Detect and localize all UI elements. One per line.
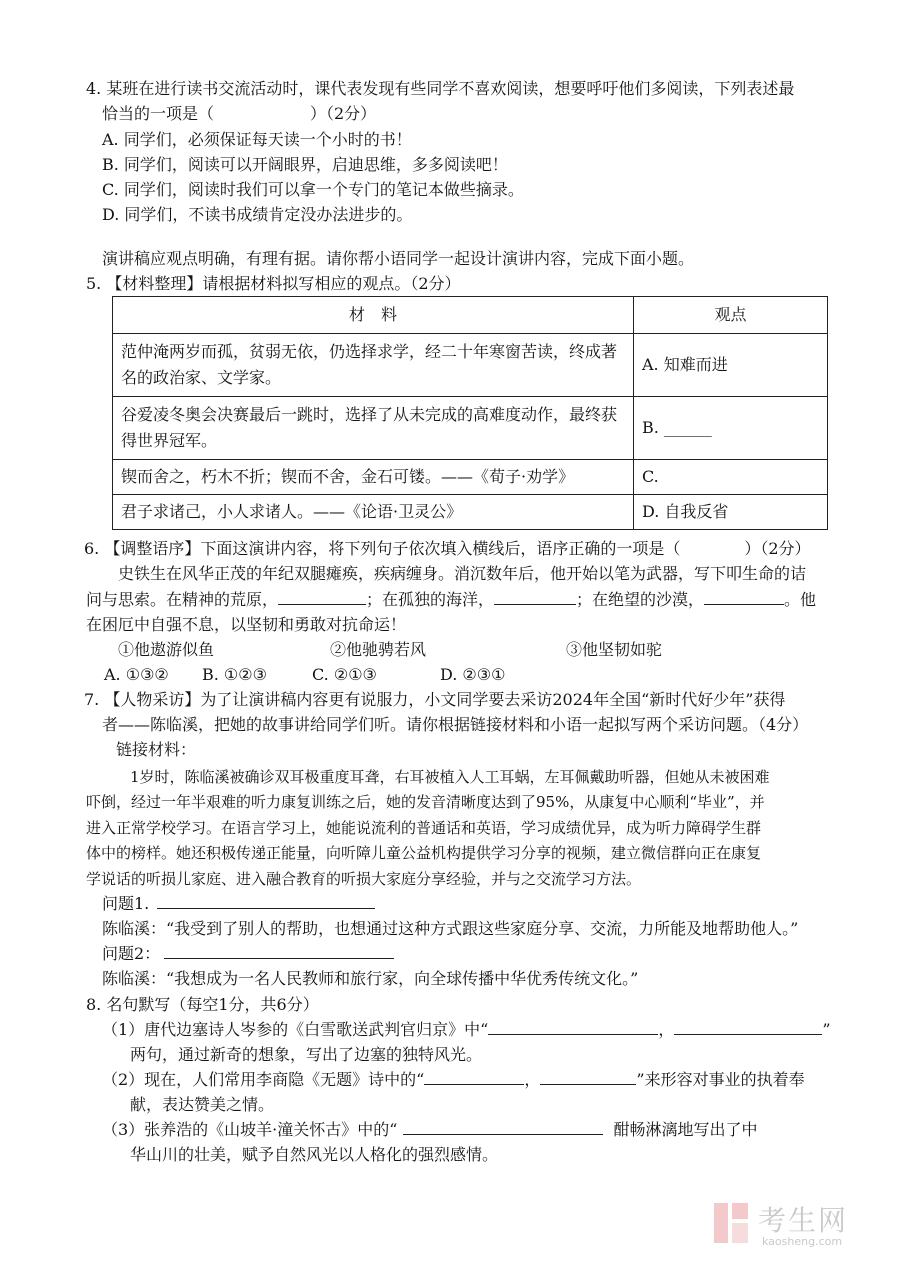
q8-part1-line2: 两句，通过新奇的想象，写出了边塞的独特风光。 — [130, 1045, 483, 1064]
q7-question-1 — [102, 893, 375, 915]
q7-question-2 — [102, 943, 394, 965]
q8-part1-blank-1 — [488, 1020, 658, 1035]
kaosheng-logo-icon — [712, 1201, 752, 1245]
material-table — [112, 296, 828, 530]
q7-link-line: 1岁时，陈临溪被确诊双耳极重度耳聋，右耳被植入人工耳蜗，左耳佩戴助听器，但她从未被困难 — [130, 768, 770, 786]
q8-part2-text: （2）现在，人们常用李商隐《无题》诗中的“ — [102, 1070, 425, 1089]
table-row — [113, 397, 828, 460]
q6-sentence-3: ③他坚韧如驼 — [566, 640, 663, 659]
q6-choice-c: C. ②①③ — [312, 665, 377, 684]
section-intro: 演讲稿应观点明确，有理有据。请你帮小语同学一起设计演讲内容，完成下面小题。 — [102, 249, 695, 268]
q7-answer-2: 陈临溪：“我想成为一名人民教师和旅行家，向全球传播中华优秀传统文化。” — [102, 969, 639, 988]
material-header: 材 料 — [113, 297, 634, 334]
q4-option-a: A. 同学们，必须保证每天读一个小时的书！ — [102, 130, 412, 149]
q8-part3-blank — [403, 1120, 603, 1135]
watermark-name: 考生网 — [758, 1204, 849, 1237]
q4-stem-line2: 恰当的一项是（ ）（2分） — [102, 104, 377, 123]
view-cell: D. 自我反省 — [634, 495, 828, 530]
q6-passage-line2 — [86, 589, 816, 611]
q8-part2-blank-1 — [424, 1070, 524, 1085]
q8-part2-comma: ， — [524, 1070, 541, 1089]
view-cell: A. 知难而进 — [634, 334, 828, 397]
q4-option-b: B. 同学们，阅读可以开阔眼界，启迪思维，多多阅读吧！ — [102, 155, 508, 174]
q6-text-a: 问与思索。在精神的荒原， — [86, 590, 279, 609]
q8-part1-blank-2 — [674, 1020, 822, 1035]
q8-part2-text-b: ”来形容对事业的执着奉 — [636, 1070, 805, 1089]
q8-title: 8. 名句默写（每空1分，共6分） — [86, 995, 319, 1014]
q4-option-d: D. 同学们，不读书成绩肯定没办法进步的。 — [102, 205, 413, 224]
q4-option-c: C. 同学们，阅读时我们可以拿一个专门的笔记本做些摘录。 — [102, 180, 524, 199]
q7-link-title: 链接材料： — [116, 740, 197, 759]
q8-part2-line1 — [102, 1069, 805, 1091]
table-row — [113, 495, 828, 530]
q6-text-d: 。他 — [784, 590, 817, 609]
q8-part1-quote: ” — [822, 1020, 831, 1039]
view-header: 观点 — [634, 297, 828, 334]
q7-link-line: 体中的榜样。她还积极传递正能量，向听障儿童公益机构提供学习分享的视频，建立微信群向正在康复 — [86, 844, 762, 862]
q5-stem: 5. 【材料整理】请根据材料拟写相应的观点。（2分） — [86, 274, 461, 293]
view-cell: C. — [634, 460, 828, 495]
q6-blank-2 — [494, 590, 576, 605]
q4-stem-line1: 4. 某班在进行读书交流活动时，课代表发现有些同学不喜欢阅读，想要呼吁他们多阅读，下列表述最 — [86, 79, 795, 98]
q8-part3-line2: 华山川的壮美，赋予自然风光以人格化的强烈感情。 — [130, 1145, 499, 1164]
q7-link-line: 学说话的听损儿家庭、进入融合教育的听损大家庭分享经验，并与之交流学习方法。 — [86, 870, 642, 888]
table-header-row — [113, 297, 828, 334]
q7-stem-line2: 者——陈临溪，把她的故事讲给同学们听。请你根据链接材料和小语一起拟写两个采访问题。（4分） — [102, 715, 809, 734]
q8-part3-text-b: 酣畅淋漓地写出了中 — [613, 1120, 758, 1139]
q6-choice-b: B. ①②③ — [202, 665, 267, 684]
q6-blank-3 — [704, 590, 784, 605]
q6-sentence-1: ①他遨游似鱼 — [118, 640, 215, 659]
q6-sentence-2: ②他驰骋若风 — [330, 640, 427, 659]
q6-passage-line3: 在困厄中自强不息，以坚韧和勇敢对抗命运！ — [86, 615, 407, 634]
q6-choice-a: A. ①③② — [104, 665, 169, 684]
q8-part1-line1 — [102, 1019, 831, 1041]
view-cell: B. ______ — [634, 397, 828, 460]
material-cell: 君子求诸己，小人求诸人。——《论语·卫灵公》 — [113, 495, 634, 530]
q7-stem-line1: 7. 【人物采访】为了让演讲稿内容更有说服力，小文同学要去采访2024年全国“新时代好少年”获得 — [84, 690, 786, 709]
watermark — [712, 1199, 872, 1251]
q6-passage-line1: 史铁生在风华正茂的年纪双腿瘫痪，疾病缠身。消沉数年后，他开始以笔为武器，写下叩生命的诘 — [118, 564, 807, 583]
q7-question-2-blank — [164, 944, 394, 959]
q8-part2-blank-2 — [540, 1070, 636, 1085]
q7-link-line: 进入正常学校学习。在语言学习上，她能说流利的普通话和英语，学习成绩优异，成为听力障碍学生群 — [86, 819, 762, 837]
q7-answer-1: 陈临溪：“我受到了别人的帮助，也想通过这种方式跟这些家庭分享、交流，力所能及地帮助他人。” — [102, 919, 799, 938]
watermark-url: kaosheng.com — [762, 1235, 843, 1248]
material-cell: 范仲淹两岁而孤，贫弱无依，仍选择求学，经二十年寒窗苦读，终成著名的政治家、文学家。 — [113, 334, 634, 397]
table-row — [113, 334, 828, 397]
q8-part1-comma: ， — [658, 1020, 675, 1039]
q6-stem: 6. 【调整语序】下面这演讲内容，将下列句子依次填入横线后，语序正确的一项是（ ）（2分） — [84, 539, 811, 558]
q7-question-1-blank — [157, 894, 375, 909]
q7-link-line: 吓倒，经过一年半艰难的听力康复训练之后，她的发音清晰度达到了95%，从康复中心顺利“毕业”，并 — [86, 793, 765, 811]
q6-text-c: ；在绝望的沙漠， — [576, 590, 705, 609]
table-row — [113, 460, 828, 495]
material-cell: 谷爱凌冬奥会决赛最后一跳时，选择了从未完成的高难度动作，最终获得世界冠军。 — [113, 397, 634, 460]
q8-part1-text: （1）唐代边塞诗人岑参的《白雪歌送武判官归京》中“ — [102, 1020, 489, 1039]
q7-question-2-label: 问题2： — [102, 944, 161, 963]
q8-part3-line1 — [102, 1119, 757, 1141]
material-cell: 锲而舍之，朽木不折；锲而不舍，金石可镂。——《荀子·劝学》 — [113, 460, 634, 495]
q6-blank-1 — [278, 590, 366, 605]
q8-part2-line2: 献，表达赞美之情。 — [130, 1095, 275, 1114]
q8-part3-text: （3）张养浩的《山坡羊·潼关怀古》中的“ — [102, 1120, 398, 1139]
q7-question-1-label: 问题1. — [102, 894, 150, 913]
q6-text-b: ；在孤独的海洋， — [366, 590, 495, 609]
q6-choice-d: D. ②③① — [440, 665, 506, 684]
